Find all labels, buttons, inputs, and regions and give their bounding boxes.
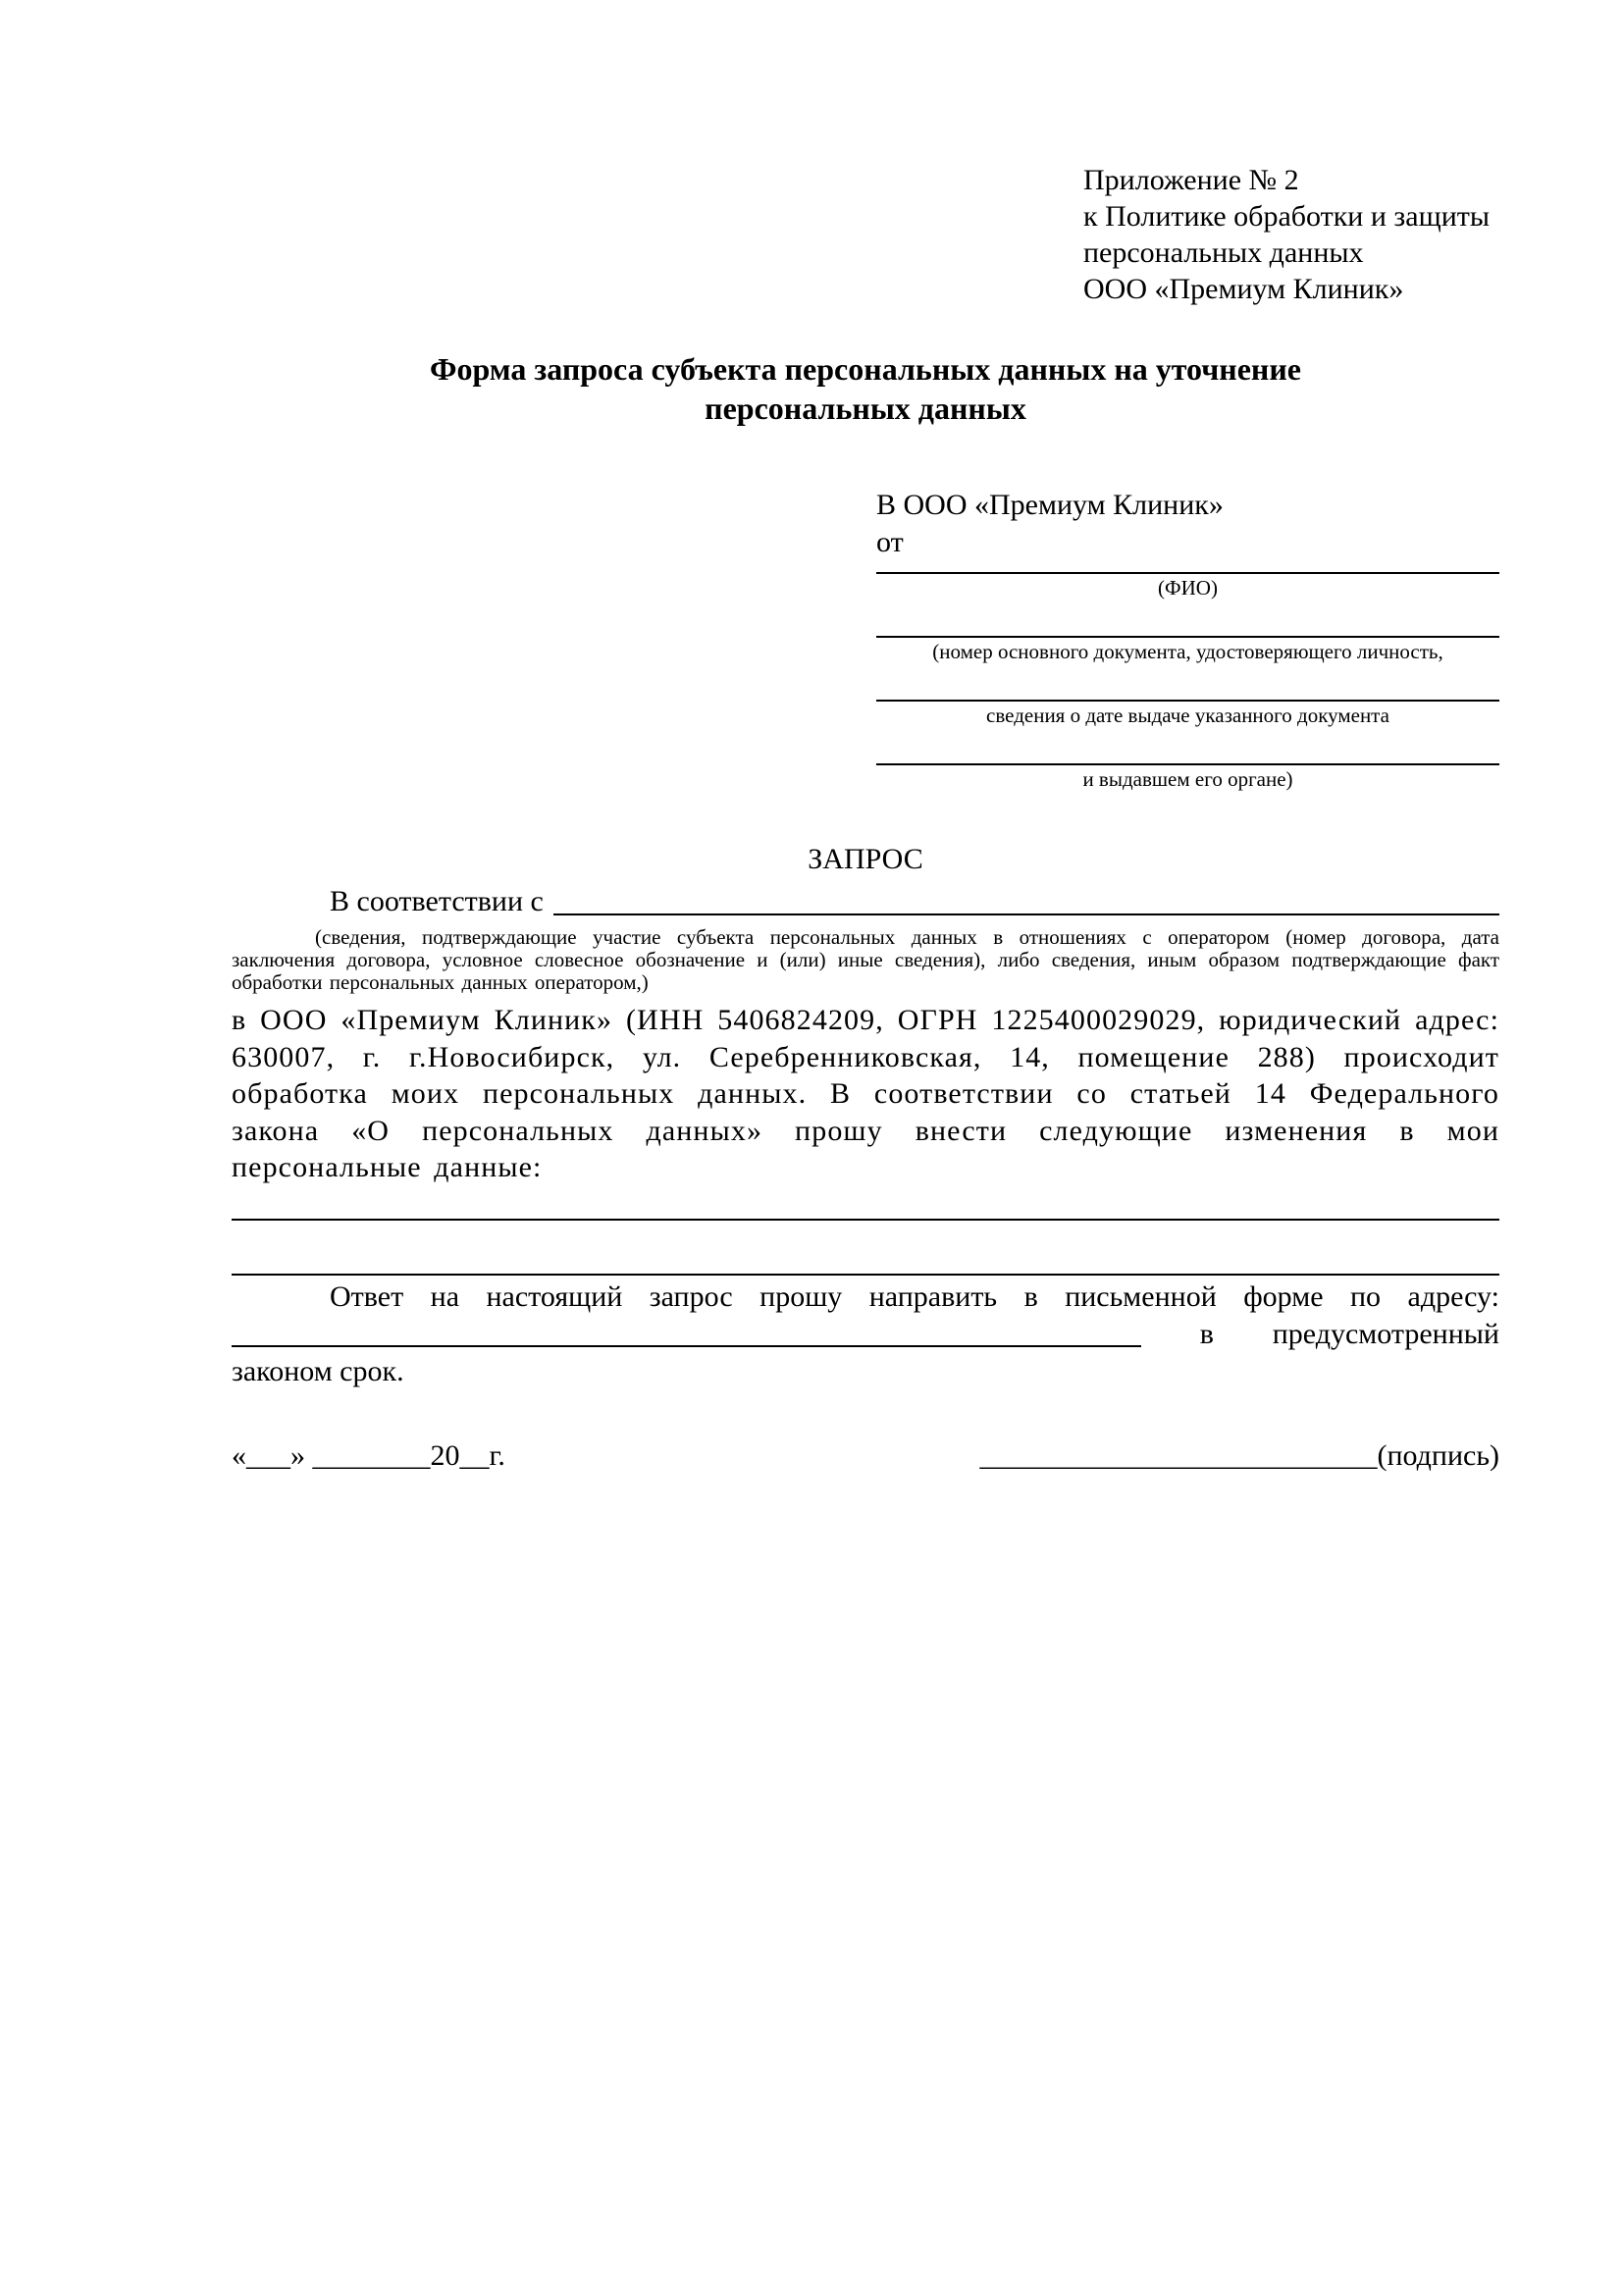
reply-word: в: [1199, 1317, 1214, 1350]
changes-blank-line-1: [232, 1186, 1499, 1221]
document-title: [232, 349, 1499, 428]
appendix-line: ООО «Премиум Клиник»: [1083, 273, 1404, 305]
accordance-lead: В соответствии с: [330, 885, 544, 917]
accordance-note: (сведения, подтверждающие участие субъекта персональных данных в отношениях с оператором (номер договора, дата заключения договора, условное словесное обозначение и (или) иные сведения), либо сведения, иным образом подтверждающие факт обработки персональных данных оператором,): [232, 925, 1499, 994]
signature-blank: ___________________________: [979, 1438, 1378, 1472]
fio-caption: (ФИО): [1158, 576, 1218, 600]
issuing-authority-caption: и выдавшем его органе): [1082, 767, 1293, 791]
appendix-line: к Политике обработки и защиты: [1083, 200, 1491, 233]
document-number-caption: (номер основного документа, удостоверяющего личность,: [932, 640, 1443, 663]
document-title-line: Форма запроса субъекта персональных данных на уточнение: [430, 351, 1301, 387]
reply-paragraph-line1: Ответ на настоящий запрос прошу направить в письменной форме по адресу:: [330, 1279, 1499, 1313]
signature-caption: (подпись): [1377, 1438, 1499, 1472]
signature-line: [979, 1437, 1499, 1475]
issue-date-caption: сведения о дате выдаче указанного документа: [986, 704, 1389, 727]
request-body: в ООО «Премиум Клиник» (ИНН 5406824209, ОГРН 1225400029029, юридический адрес: 630007, г. г.Новосибирск, ул. Серебренниковская, 14, помещение 288) происходит обработка моих персональных данных. В соответствии со статьей 14 Федерального закона «О персональных данных» прошу внести следующие изменения в мои персональные данные:: [232, 1004, 1499, 1183]
accordance-line: [232, 883, 1499, 920]
addressee-block: [876, 487, 1499, 792]
addressee-from-label: от: [876, 526, 904, 558]
fio-blank-line: [876, 561, 1499, 574]
appendix-line: Приложение № 2: [1083, 164, 1299, 196]
reply-paragraph-line3: законом срок.: [232, 1354, 404, 1387]
address-blank-line: [232, 1345, 1141, 1347]
request-heading: ЗАПРОС: [808, 843, 923, 875]
date-signature-row: [232, 1437, 1499, 1475]
addressee-to: В ООО «Премиум Клиник»: [876, 489, 1224, 521]
reply-paragraph-line2: [232, 1316, 1499, 1353]
accordance-blank-line: [553, 883, 1499, 915]
changes-blank-line-2: [232, 1221, 1499, 1276]
reply-word: предусмотренный: [1272, 1317, 1499, 1350]
appendix-note: [1083, 162, 1499, 307]
document-number-blank-line: [876, 600, 1499, 638]
date-line: «___» ________20__г.: [232, 1438, 505, 1472]
appendix-line: персональных данных: [1083, 236, 1364, 269]
issuing-authority-blank-line: [876, 728, 1499, 765]
document-title-line: персональных данных: [705, 391, 1026, 426]
issue-date-blank-line: [876, 664, 1499, 702]
